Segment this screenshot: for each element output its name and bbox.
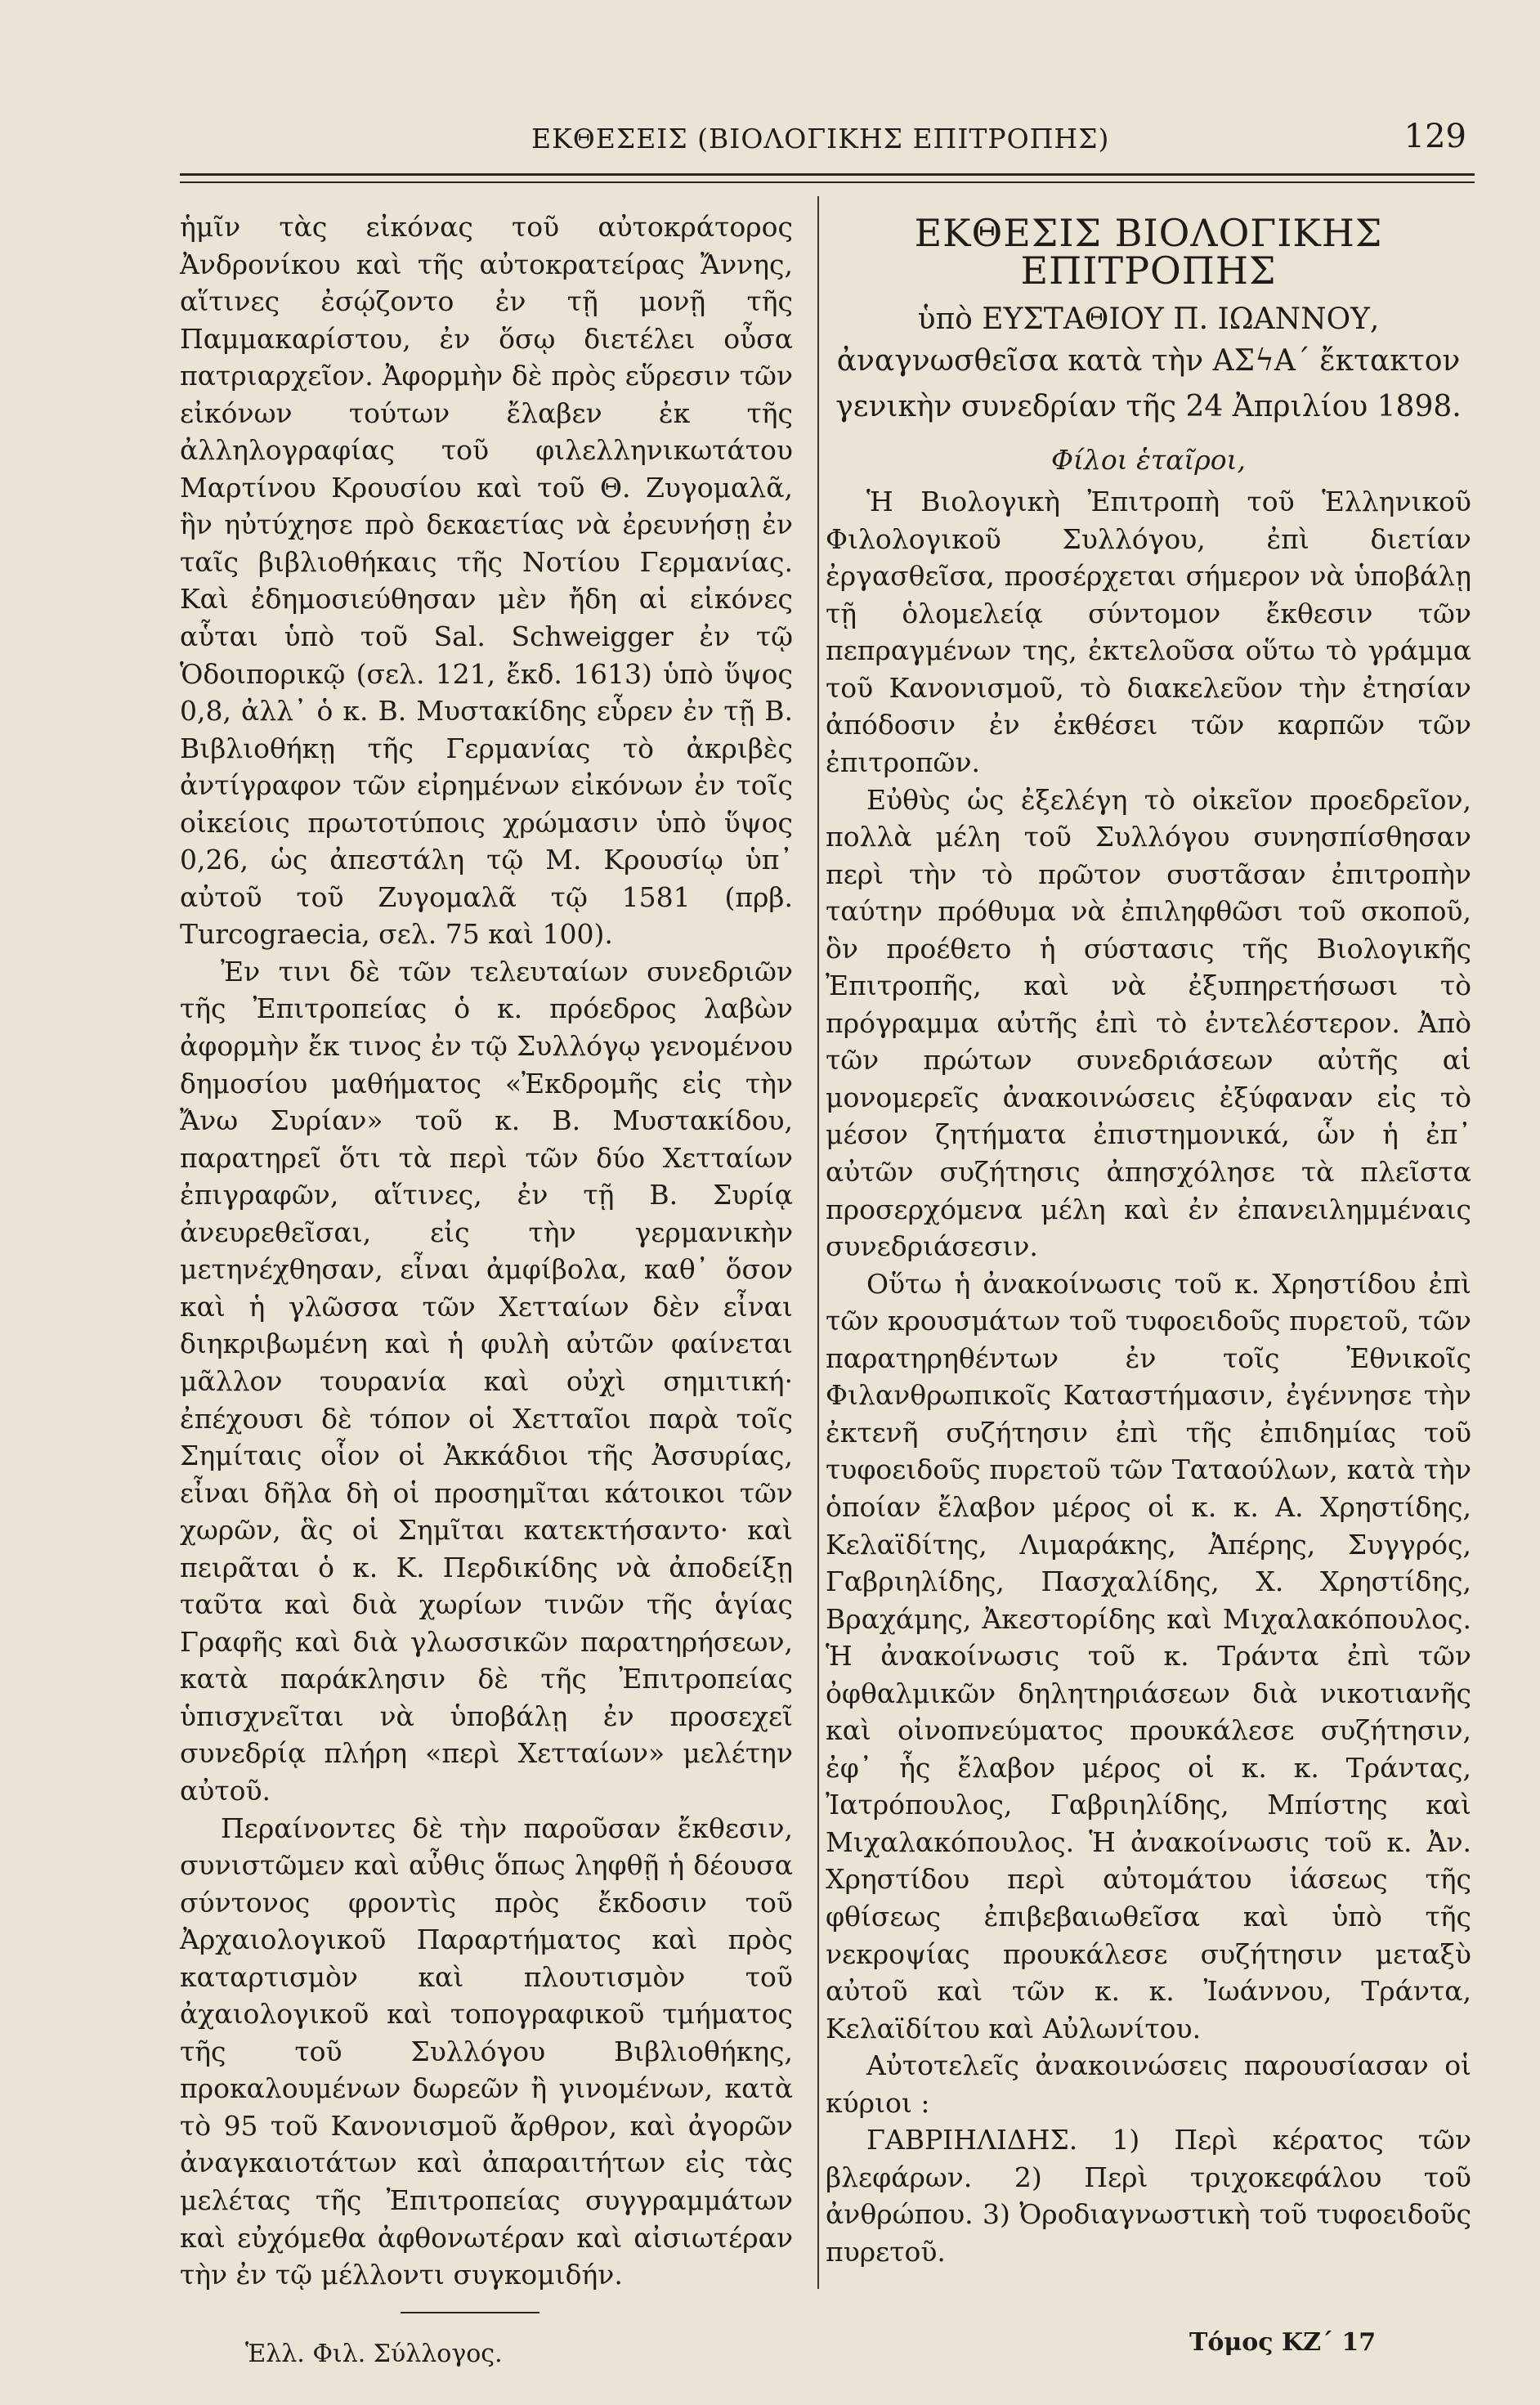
footer-society: Ἑλλ. Φιλ. Σύλλογος. <box>245 2340 503 2368</box>
right-paragraph-1: Ἡ Βιολογικὴ Ἐπιτροπὴ τοῦ Ἑλληνικοῦ Φιλολογικοῦ Συλλόγου, ἐπὶ διετίαν ἐργασθεῖσα, προσέρχεται σήμερον νὰ ὑποβάλῃ τῇ ὁλομελείᾳ σύντομον ἔκθεσιν τῶν πεπραγμένων της, ἐκτελοῦσα οὕτω τὸ γράμμα τοῦ Κανονισμοῦ, τὸ διακελεῦον τὴν ἐτησίαν ἀπόδοσιν ἐν ἐκθέσει τῶν καρπῶν τῶν ἐπιτροπῶν. <box>826 486 1471 779</box>
running-title: ΕΚΘΕΣΕΙΣ (ΒΙΟΛΟΓΙΚΗΣ ΕΠΙΤΡΟΠΗΣ) <box>531 123 1110 155</box>
running-head <box>188 118 1466 172</box>
right-column <box>826 208 1471 2270</box>
report-author: ὑπὸ ΕΥΣΤΑΘΙΟΥ Π. ΙΩΑΝΝΟΥ, <box>917 302 1380 337</box>
report-title: ΕΚΘΕΣΙΣ ΒΙΟΛΟΓΙΚΗΣ ΕΠΙΤΡΟΠΗΣ <box>914 211 1383 293</box>
left-paragraph-3: Περαίνοντες δὲ τὴν παροῦσαν ἔκθεσιν, συνιστῶμεν καὶ αὖθις ὅπως ληφθῇ ἡ δέουσα σύντονος φροντὶς πρὸς ἔκδοσιν τοῦ Ἀρχαιολογικοῦ Παραρτήματος καὶ πρὸς καταρτισμὸν καὶ πλουτισμὸν τοῦ ἀχαιολογικοῦ καὶ τοπογραφικοῦ τμήματος τῆς τοῦ Συλλόγου Βιβλιοθήκης, προκαλουμένων δωρεῶν ἢ γινομένων, κατὰ τὸ 95 τοῦ Κανονισμοῦ ἄρθρον, καὶ ἀγορῶν ἀναγκαιοτάτων καὶ ἀπαραιτήτων εἰς τὰς μελέτας τῆς Ἐπιτροπείας συγγραμμάτων καὶ εὐχόμεθα ἀφθονωτέραν καὶ αἰσιωτέραν τὴν ἐν τῷ μέλλοντι συγκομιδήν. <box>180 1812 793 2291</box>
footer-volume: Τόμος ΚΖ΄ 17 <box>1189 2328 1377 2357</box>
right-paragraph-4: Αὐτοτελεῖς ἀνακοινώσεις παρουσίασαν οἱ κύριοι : <box>826 2049 1471 2119</box>
header-rule-thin <box>180 181 1475 183</box>
left-column <box>180 208 793 2294</box>
right-paragraph-5: ΓΑΒΡΙΗΛΙΔΗΣ. 1) Περὶ κέρατος τῶν βλεφάρων. 2) Περὶ τριχοκεφάλου τοῦ ἀνθρώπου. 3) Ὀροδιαγνωστικὴ τοῦ τυφοειδοῦς πυρετοῦ. <box>826 2124 1471 2268</box>
header-rule <box>180 173 1475 176</box>
column-divider <box>817 196 819 2289</box>
section-end-rule <box>401 2312 539 2313</box>
left-paragraph-2: Ἐν τινι δὲ τῶν τελευταίων συνεδριῶν τῆς Ἐπιτροπείας ὁ κ. πρόεδρος λαβὼν ἀφορμὴν ἔκ τινος ἐν τῷ Συλλόγῳ γενομένου δημοσίου μαθήματος «Ἐκδρομῆς εἰς τὴν Ἄνω Συρίαν» τοῦ κ. Β. Μυστακίδου, παρατηρεῖ ὅτι τὰ περὶ τῶν δύο Χετταίων ἐπιγραφῶν, αἵτινες, ἐν τῇ Β. Συρίᾳ ἀνευρεθεῖσαι, εἰς τὴν γερμανικὴν μετηνέχθησαν, εἶναι ἀμφίβολα, καθ᾽ ὅσον καὶ ἡ γλῶσσα τῶν Χετταίων δὲν εἶναι διηκριβωμένη καὶ ἡ φυλὴ αὐτῶν φαίνεται μᾶλλον τουρανία καὶ οὐχὶ σημιτική· ἐπέχουσι δὲ τόπον οἱ Χετταῖοι παρὰ τοῖς Σημίταις οἷον οἱ Ἀκκάδιοι τῆς Ἀσσυρίας, εἶναι δῆλα δὴ οἱ προσημῖται κάτοικοι τῶν χωρῶν, ἃς οἱ Σημῖται κατεκτήσαντο· καὶ πειρᾶται ὁ κ. Κ. Περδικίδης νὰ ἀποδείξῃ ταῦτα καὶ διὰ χωρίων τινῶν τῆς ἁγίας Γραφῆς καὶ διὰ γλωσσικῶν παρατηρήσεων, κατὰ παράκλησιν δὲ τῆς Ἐπιτροπείας ὑπισχνεῖται νὰ ὑποβάλῃ ἐν προσεχεῖ συνεδρίᾳ πλήρη «περὶ Χετταίων» μελέτην αὐτοῦ. <box>180 955 793 1807</box>
right-paragraph-2: Εὐθὺς ὡς ἐξελέγη τὸ οἰκεῖον προεδρεῖον, πολλὰ μέλη τοῦ Συλλόγου συνησπίσθησαν περὶ τὴν τὸ πρῶτον συστᾶσαν ἐπιτροπὴν ταύτην πρόθυμα νὰ ἐπιληφθῶσι τοῦ σκοποῦ, ὃν προέθετο ἡ σύστασις τῆς Βιολογικῆς Ἐπιτροπῆς, καὶ νὰ ἐξυπηρετήσωσι τὸ πρόγραμμα αὐτῆς ἐπὶ τὸ ἐντελέστερον. Ἀπὸ τῶν πρώτων συνεδριάσεων αὐτῆς αἱ μονομερεῖς ἀνακοινώσεις ἐξύφαναν εἰς τὸ μέσον ζητήματα ἐπιστημονικά, ὧν ἡ ἐπ᾽ αὐτῶν συζήτησις ἀπησχόλησε τὰ πλεῖστα προσερχόμενα μέλη καὶ ἐν ἐπανειλημμέναις συνεδριάσεσιν. <box>826 783 1471 1263</box>
page-number: 129 <box>1403 118 1466 155</box>
right-paragraph-3: Οὕτω ἡ ἀνακοίνωσις τοῦ κ. Χρηστίδου ἐπὶ τῶν κρουσμάτων τοῦ τυφοειδοῦς πυρετοῦ, τῶν παρατηρηθέντων ἐν τοῖς Ἐθνικοῖς Φιλανθρωπικοῖς Καταστήμασιν, ἐγέννησε τὴν ἐκτενῆ συζήτησιν ἐπὶ τῆς ἐπιδημίας τοῦ τυφοειδοῦς πυρετοῦ τῶν Ταταούλων, κατὰ τὴν ὁποίαν ἔλαβον μέρος οἱ κ. κ. Α. Χρηστίδης, Κελαϊδίτης, Λιμαράκης, Ἀπέρης, Συγγρός, Γαβριηλίδης, Πασχαλίδης, Χ. Χρηστίδης, Βραχάμης, Ἀκεστορίδης καὶ Μιχαλακόπουλος. Ἡ ἀνακοίνωσις τοῦ κ. Τράντα ἐπὶ τῶν ὀφθαλμικῶν δηλητηριάσεων διὰ νικοτιανῆς καὶ οἰνοπνεύματος προυκάλεσε συζήτησιν, ἐφ᾽ ἧς ἔλαβον μέρος οἱ κ. κ. Τράντας, Ἰατρόπουλος, Γαβριηλίδης, Μπίστης καὶ Μιχαλακόπουλος. Ἡ ἀνακοίνωσις τοῦ κ. Ἀν. Χρηστίδου περὶ αὐτομάτου ἰάσεως τῆς φθίσεως ἐπιβεβαιωθεῖσα καὶ ὑπὸ τῆς νεκροψίας προυκάλεσε συζήτησιν μεταξὺ αὐτοῦ καὶ τῶν κ. κ. Ἰωάννου, Τράντα, Κελαϊδίτου καὶ Αὐλωνίτου. <box>826 1267 1471 2044</box>
salutation: Φίλοι ἑταῖροι, <box>1050 443 1247 476</box>
report-occasion: ἀναγνωσθεῖσα κατὰ τὴν ΑΣϟΑ΄ ἔκτακτον γενικὴν συνεδρίαν τῆς 24 Ἀπριλίου 1898. <box>835 343 1462 423</box>
left-paragraph-1: ἡμῖν τὰς εἰκόνας τοῦ αὐτοκράτορος Ἀνδρονίκου καὶ τῆς αὐτοκρατείρας Ἄννης, αἵτινες ἐσῴζοντο ἐν τῇ μονῇ τῆς Παμμακαρίστου, ἐν ὅσῳ διετέλει οὖσα πατριαρχεῖον. Ἀφορμὴν δὲ πρὸς εὕρεσιν τῶν εἰκόνων τούτων ἔλαβεν ἐκ τῆς ἀλληλογραφίας τοῦ φιλελληνικωτάτου Μαρτίνου Κρουσίου καὶ τοῦ Θ. Ζυγομαλᾶ, ἣν ηὐτύχησε πρὸ δεκαετίας νὰ ἐρευνήσῃ ἐν ταῖς βιβλιοθήκαις τῆς Νοτίου Γερμανίας. Καὶ ἐδημοσιεύθησαν μὲν ἤδη αἱ εἰκόνες αὗται ὑπὸ τοῦ Sal. Schweigger ἐν τῷ Ὁδοιπορικῷ (σελ. 121, ἔκδ. 1613) ὑπὸ ὕψος 0,8, ἀλλ᾽ ὁ κ. Β. Μυστακίδης εὗρεν ἐν τῇ Β. Βιβλιοθήκῃ τῆς Γερμανίας τὸ ἀκριβὲς ἀντίγραφον τῶν εἰρημένων εἰκόνων ἐν τοῖς οἰκείοις πρωτοτύποις χρώμασιν ὑπὸ ὕψος 0,26, ὡς ἀπεστάλη τῷ Μ. Κρουσίῳ ὑπ᾽ αὐτοῦ τοῦ Ζυγομαλᾶ τῷ 1581 (πρβ. Turcograecia, σελ. 75 καὶ 100). <box>180 211 793 951</box>
